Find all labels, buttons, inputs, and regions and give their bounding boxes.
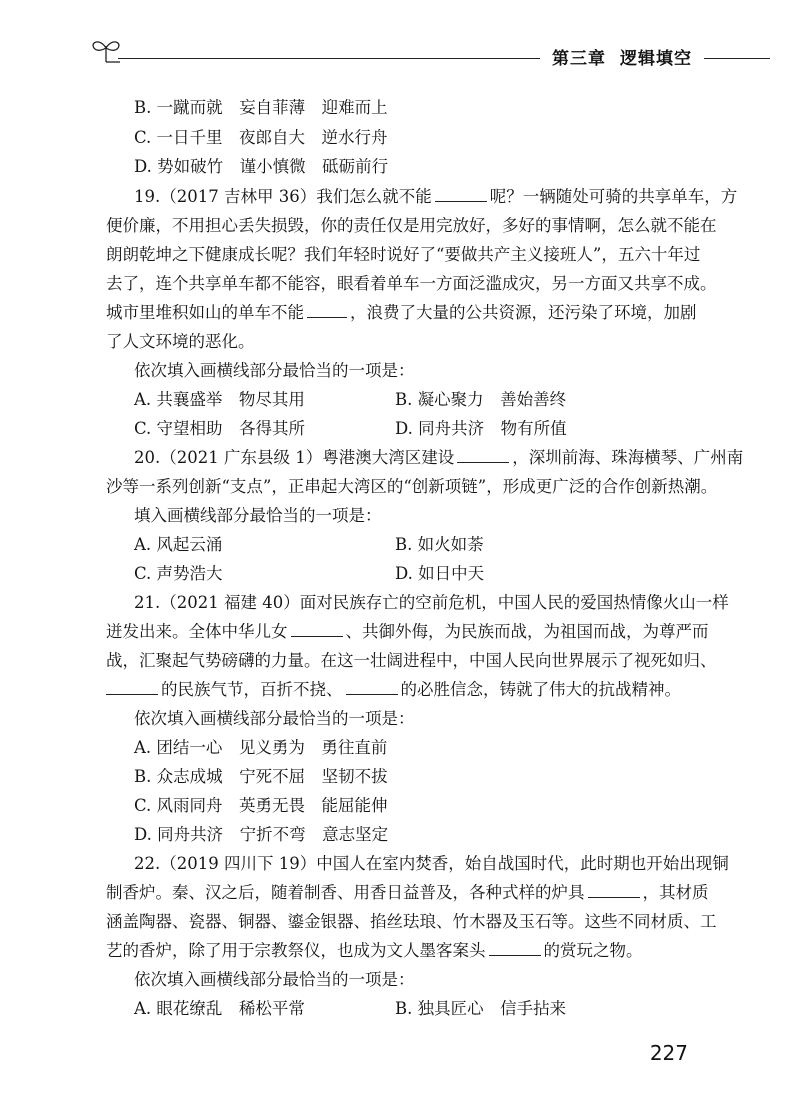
q22-line-2: 制香炉。秦、汉之后，随着制香、用香日益普及，各种式样的炉具 ，其材质 [106, 883, 709, 902]
q21-instruction: 依次填入画横线部分最恰当的一项是： [134, 709, 415, 728]
q19-line-1: 19.（2017 吉林甲 36）我们怎么就不能 呢？一辆随处可骑的共享单车，方 [134, 187, 738, 206]
q18-option-c: C. 一日千里 夜郎自大 逆水行舟 [134, 128, 388, 147]
answer-blank [106, 680, 158, 695]
q18-option-b: B. 一蹴而就 妄自菲薄 迎难而上 [134, 98, 388, 117]
page-number: 227 [649, 1041, 688, 1065]
q19-line-2: 便价廉，不用担心丢失损毁，你的责任仅是用完放好，多好的事情啊，怎么就不能在 [106, 216, 717, 235]
answer-blank [307, 303, 347, 318]
q20-option-c: C. 声势浩大 [134, 564, 223, 583]
answer-blank [435, 187, 487, 202]
q19-option-b: B. 凝心聚力 善始善终 [395, 390, 567, 409]
q19-option-d: D. 同舟共济 物有所值 [395, 419, 567, 438]
chapter-header [540, 44, 704, 69]
q22-option-b: B. 独具匠心 信手拈来 [395, 999, 567, 1018]
q22-option-a: A. 眼花缭乱 稀松平常 [134, 999, 305, 1018]
q20-instruction: 填入画横线部分最恰当的一项是： [134, 506, 382, 525]
q22-line-4: 艺的香炉，除了用于宗教祭仪，也成为文人墨客案头 的赏玩之物。 [106, 941, 643, 960]
q21-option-a: A. 团结一心 见义勇为 勇往直前 [134, 738, 388, 757]
q21-line-1: 21.（2021 福建 40）面对民族存亡的空前危机，中国人民的爱国热情像火山一样 [134, 593, 729, 612]
q21-line-4: 的民族气节，百折不挠、 的必胜信念，铸就了伟大的抗战精神。 [106, 679, 681, 701]
q19-line-3: 朗朗乾坤之下健康成长呢？我们年轻时说好了“要做共产主义接班人”，五六十年过 [106, 245, 701, 264]
q19-line-5: 城市里堆积如山的单车不能 ，浪费了大量的公共资源，还污染了环境，加剧 [106, 303, 697, 322]
q21-line-3: 战，汇聚起气势磅礴的力量。在这一壮阔进程中，中国人民向世界展示了视死如归、 [106, 651, 717, 670]
q21-option-d: D. 同舟共济 宁折不弯 意志坚定 [134, 825, 389, 844]
chapter-number: 第三章 [552, 49, 606, 69]
answer-blank [588, 883, 640, 898]
q22-instruction: 依次填入画横线部分最恰当的一项是： [134, 970, 415, 989]
q20-option-b: B. 如火如荼 [395, 535, 484, 554]
q21-option-c: C. 风雨同舟 英勇无畏 能屈能伸 [134, 796, 388, 815]
q19-instruction: 依次填入画横线部分最恰当的一项是： [134, 361, 415, 380]
chapter-title: 逻辑填空 [620, 49, 692, 69]
answer-blank [457, 448, 509, 463]
q19-option-a: A. 共襄盛举 物尽其用 [134, 390, 305, 409]
answer-blank [489, 941, 541, 956]
q19-option-c: C. 守望相助 各得其所 [134, 419, 306, 438]
q18-option-d: D. 势如破竹 谨小慎微 砥砺前行 [134, 157, 389, 176]
q21-option-b: B. 众志成城 宁死不屈 坚韧不拔 [134, 767, 388, 786]
q21-line-2: 迸发出来。全体中华儿女 、共御外侮，为民族而战，为祖国而战，为尊严而 [106, 622, 709, 641]
q22-line-1: 22.（2019 四川下 19）中国人在室内焚香，始自战国时代，此时期也开始出现铜 [134, 854, 729, 873]
q19-line-6: 了人文环境的恶化。 [106, 332, 255, 351]
q20-line-2: 沙等一系列创新“支点”，正串起大湾区的“创新项链”，形成更广泛的合作创新热潮。 [106, 477, 718, 496]
q22-line-3: 涵盖陶器、瓷器、铜器、鎏金银器、掐丝珐琅、竹木器及玉石等。这些不同材质、工 [106, 912, 717, 931]
answer-blank [346, 680, 398, 695]
q20-option-d: D. 如日中天 [395, 564, 485, 583]
answer-blank [291, 622, 343, 637]
sprout-icon [88, 36, 124, 64]
q19-line-4: 去了，连个共享单车都不能容，眼看着单车一方面泛滥成灾，另一方面又共享不成。 [106, 274, 717, 293]
q20-line-1: 20.（2021 广东县级 1）粤港澳大湾区建设 ，深圳前海、珠海横琴、广州南 [134, 448, 744, 467]
q20-option-a: A. 风起云涌 [134, 535, 223, 554]
